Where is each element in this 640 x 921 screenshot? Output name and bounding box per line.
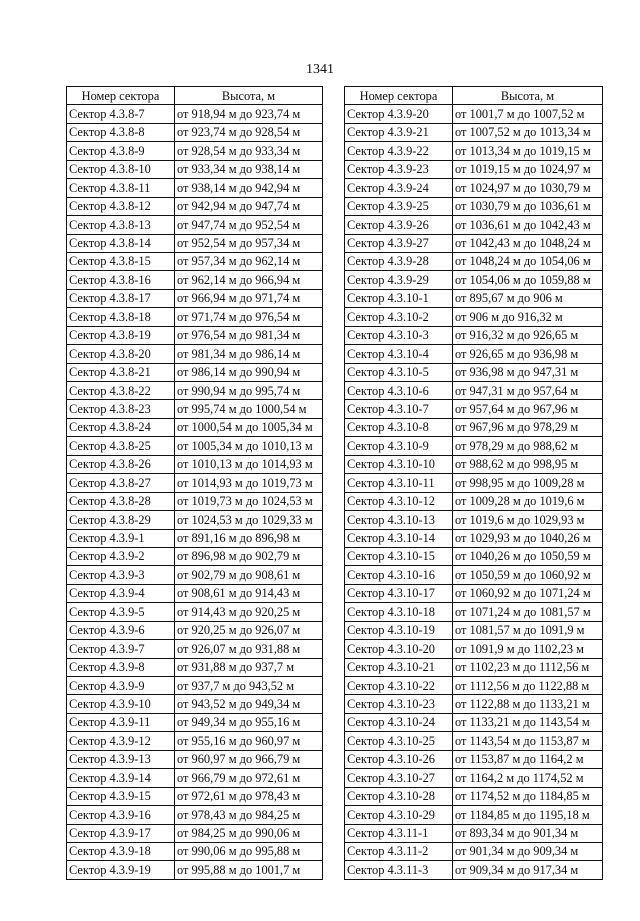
height-cell: от 966,94 м до 971,74 м — [175, 289, 323, 307]
table-row — [67, 861, 323, 879]
sector-cell: Сектор 4.3.10-4 — [345, 345, 453, 363]
height-cell: от 1122,88 м до 1133,21 м — [453, 695, 603, 713]
sector-cell: Сектор 4.3.9-6 — [67, 621, 175, 639]
height-cell: от 1112,56 м до 1122,88 м — [453, 677, 603, 695]
sector-cell: Сектор 4.3.10-11 — [345, 474, 453, 492]
table-row — [345, 142, 603, 160]
height-cell: от 1184,85 м до 1195,18 м — [453, 806, 603, 824]
height-cell: от 1164,2 м до 1174,52 м — [453, 769, 603, 787]
sector-cell: Сектор 4.3.8-9 — [67, 142, 175, 160]
height-cell: от 1040,26 м до 1050,59 м — [453, 547, 603, 565]
table-row — [345, 418, 603, 436]
table-row — [345, 547, 603, 565]
height-cell: от 943,52 м до 949,34 м — [175, 695, 323, 713]
table-row — [345, 271, 603, 289]
sector-cell: Сектор 4.3.8-23 — [67, 400, 175, 418]
sector-cell: Сектор 4.3.10-27 — [345, 769, 453, 787]
table-row — [67, 584, 323, 602]
table-row — [67, 308, 323, 326]
height-cell: от 947,31 м до 957,64 м — [453, 382, 603, 400]
table-row — [67, 713, 323, 731]
height-cell: от 1014,93 м до 1019,73 м — [175, 474, 323, 492]
table-row — [345, 123, 603, 141]
table-row — [67, 400, 323, 418]
height-cell: от 918,94 м до 923,74 м — [175, 105, 323, 123]
sector-column-header: Номер сектора — [67, 87, 175, 105]
sector-cell: Сектор 4.3.9-10 — [67, 695, 175, 713]
table-row — [67, 787, 323, 805]
height-cell: от 1024,53 м до 1029,33 м — [175, 511, 323, 529]
table-row — [345, 842, 603, 860]
sector-cell: Сектор 4.3.10-20 — [345, 640, 453, 658]
height-cell: от 995,74 м до 1000,54 м — [175, 400, 323, 418]
sector-cell: Сектор 4.3.10-22 — [345, 677, 453, 695]
sector-cell: Сектор 4.3.9-28 — [345, 252, 453, 270]
sector-cell: Сектор 4.3.8-15 — [67, 252, 175, 270]
sector-cell: Сектор 4.3.10-1 — [345, 289, 453, 307]
sector-cell: Сектор 4.3.9-12 — [67, 732, 175, 750]
sector-cell: Сектор 4.3.10-24 — [345, 713, 453, 731]
height-cell: от 957,64 м до 967,96 м — [453, 400, 603, 418]
height-cell: от 928,54 м до 933,34 м — [175, 142, 323, 160]
height-cell: от 901,34 м до 909,34 м — [453, 842, 603, 860]
table-row — [67, 566, 323, 584]
table-row — [345, 234, 603, 252]
sector-cell: Сектор 4.3.9-14 — [67, 769, 175, 787]
sector-cell: Сектор 4.3.9-2 — [67, 547, 175, 565]
sector-cell: Сектор 4.3.9-21 — [345, 123, 453, 141]
sector-cell: Сектор 4.3.10-14 — [345, 529, 453, 547]
height-cell: от 1048,24 м до 1054,06 м — [453, 252, 603, 270]
height-cell: от 971,74 м до 976,54 м — [175, 308, 323, 326]
height-cell: от 990,06 м до 995,88 м — [175, 842, 323, 860]
table-row — [67, 326, 323, 344]
table-row — [67, 511, 323, 529]
sector-cell: Сектор 4.3.8-28 — [67, 492, 175, 510]
height-cell: от 1091,9 м до 1102,23 м — [453, 640, 603, 658]
sector-cell: Сектор 4.3.11-2 — [345, 842, 453, 860]
sector-cell: Сектор 4.3.9-7 — [67, 640, 175, 658]
table-row — [67, 529, 323, 547]
table-row — [67, 455, 323, 473]
table-row — [67, 769, 323, 787]
sector-cell: Сектор 4.3.10-21 — [345, 658, 453, 676]
sector-cell: Сектор 4.3.8-11 — [67, 179, 175, 197]
sector-cell: Сектор 4.3.8-27 — [67, 474, 175, 492]
height-cell: от 978,43 м до 984,25 м — [175, 806, 323, 824]
sector-cell: Сектор 4.3.10-25 — [345, 732, 453, 750]
height-cell: от 1019,6 м до 1029,93 м — [453, 511, 603, 529]
sector-cell: Сектор 4.3.10-12 — [345, 492, 453, 510]
height-cell: от 976,54 м до 981,34 м — [175, 326, 323, 344]
table-row — [67, 142, 323, 160]
height-cell: от 1001,7 м до 1007,52 м — [453, 105, 603, 123]
height-cell: от 906 м до 916,32 м — [453, 308, 603, 326]
table-row — [67, 418, 323, 436]
height-cell: от 1029,93 м до 1040,26 м — [453, 529, 603, 547]
sector-cell: Сектор 4.3.8-8 — [67, 123, 175, 141]
table-row — [67, 621, 323, 639]
table-row — [345, 732, 603, 750]
table-row — [345, 492, 603, 510]
table-row — [67, 234, 323, 252]
sector-cell: Сектор 4.3.9-13 — [67, 750, 175, 768]
sector-cell: Сектор 4.3.8-10 — [67, 160, 175, 178]
sector-cell: Сектор 4.3.10-26 — [345, 750, 453, 768]
sector-cell: Сектор 4.3.8-7 — [67, 105, 175, 123]
height-cell: от 981,34 м до 986,14 м — [175, 345, 323, 363]
height-cell: от 891,16 м до 896,98 м — [175, 529, 323, 547]
height-cell: от 966,79 м до 972,61 м — [175, 769, 323, 787]
height-cell: от 942,94 м до 947,74 м — [175, 197, 323, 215]
height-cell: от 962,14 м до 966,94 м — [175, 271, 323, 289]
table-row — [345, 105, 603, 123]
page-number: 1341 — [306, 62, 334, 77]
table-row — [345, 400, 603, 418]
sector-cell: Сектор 4.3.8-13 — [67, 216, 175, 234]
sector-cell: Сектор 4.3.11-1 — [345, 824, 453, 842]
sector-cell: Сектор 4.3.8-18 — [67, 308, 175, 326]
sector-cell: Сектор 4.3.10-16 — [345, 566, 453, 584]
table-row — [67, 216, 323, 234]
sector-cell: Сектор 4.3.9-29 — [345, 271, 453, 289]
height-cell: от 1010,13 м до 1014,93 м — [175, 455, 323, 473]
height-cell: от 1009,28 м до 1019,6 м — [453, 492, 603, 510]
sector-cell: Сектор 4.3.9-11 — [67, 713, 175, 731]
table-row — [345, 566, 603, 584]
sector-cell: Сектор 4.3.9-23 — [345, 160, 453, 178]
height-cell: от 978,29 м до 988,62 м — [453, 437, 603, 455]
sector-cell: Сектор 4.3.10-10 — [345, 455, 453, 473]
table-row — [67, 695, 323, 713]
height-cell: от 1081,57 м до 1091,9 м — [453, 621, 603, 639]
table-row — [67, 123, 323, 141]
height-cell: от 937,7 м до 943,52 м — [175, 677, 323, 695]
sector-cell: Сектор 4.3.8-25 — [67, 437, 175, 455]
height-cell: от 1019,15 м до 1024,97 м — [453, 160, 603, 178]
sector-cell: Сектор 4.3.8-16 — [67, 271, 175, 289]
height-cell: от 984,25 м до 990,06 м — [175, 824, 323, 842]
height-cell: от 909,34 м до 917,34 м — [453, 861, 603, 879]
sector-cell: Сектор 4.3.10-7 — [345, 400, 453, 418]
table-row — [67, 474, 323, 492]
height-cell: от 1007,52 м до 1013,34 м — [453, 123, 603, 141]
sector-table-right — [344, 86, 603, 880]
table-row — [67, 677, 323, 695]
height-cell: от 931,88 м до 937,7 м — [175, 658, 323, 676]
table-header-row — [67, 87, 323, 105]
height-column-header: Высота, м — [175, 87, 323, 105]
table-row — [67, 824, 323, 842]
sector-cell: Сектор 4.3.8-29 — [67, 511, 175, 529]
height-cell: от 908,61 м до 914,43 м — [175, 584, 323, 602]
height-cell: от 923,74 м до 928,54 м — [175, 123, 323, 141]
sector-cell: Сектор 4.3.10-19 — [345, 621, 453, 639]
sector-cell: Сектор 4.3.9-17 — [67, 824, 175, 842]
sector-cell: Сектор 4.3.9-16 — [67, 806, 175, 824]
height-cell: от 933,34 м до 938,14 м — [175, 160, 323, 178]
height-cell: от 893,34 м до 901,34 м — [453, 824, 603, 842]
sector-cell: Сектор 4.3.8-24 — [67, 418, 175, 436]
sector-cell: Сектор 4.3.9-25 — [345, 197, 453, 215]
table-row — [67, 492, 323, 510]
height-cell: от 926,65 м до 936,98 м — [453, 345, 603, 363]
height-cell: от 1019,73 м до 1024,53 м — [175, 492, 323, 510]
table-row — [345, 511, 603, 529]
table-row — [345, 216, 603, 234]
height-cell: от 1174,52 м до 1184,85 м — [453, 787, 603, 805]
sector-column-header: Номер сектора — [345, 87, 453, 105]
table-row — [345, 197, 603, 215]
sector-cell: Сектор 4.3.8-17 — [67, 289, 175, 307]
table-row — [345, 640, 603, 658]
sector-cell: Сектор 4.3.8-21 — [67, 363, 175, 381]
table-row — [345, 474, 603, 492]
height-cell: от 1000,54 м до 1005,34 м — [175, 418, 323, 436]
sector-cell: Сектор 4.3.10-13 — [345, 511, 453, 529]
sector-cell: Сектор 4.3.9-24 — [345, 179, 453, 197]
table-row — [67, 363, 323, 381]
table-row — [67, 271, 323, 289]
height-cell: от 952,54 м до 957,34 м — [175, 234, 323, 252]
table-row — [345, 345, 603, 363]
sector-cell: Сектор 4.3.8-12 — [67, 197, 175, 215]
table-row — [345, 824, 603, 842]
sector-cell: Сектор 4.3.10-2 — [345, 308, 453, 326]
table-header-row — [345, 87, 603, 105]
sector-cell: Сектор 4.3.10-9 — [345, 437, 453, 455]
height-cell: от 995,88 м до 1001,7 м — [175, 861, 323, 879]
height-cell: от 1102,23 м до 1112,56 м — [453, 658, 603, 676]
table-row — [345, 363, 603, 381]
table-row — [67, 345, 323, 363]
height-cell: от 955,16 м до 960,97 м — [175, 732, 323, 750]
table-row — [345, 621, 603, 639]
sector-cell: Сектор 4.3.9-9 — [67, 677, 175, 695]
height-cell: от 914,43 м до 920,25 м — [175, 603, 323, 621]
height-cell: от 926,07 м до 931,88 м — [175, 640, 323, 658]
sector-cell: Сектор 4.3.10-5 — [345, 363, 453, 381]
table-row — [67, 105, 323, 123]
height-cell: от 938,14 м до 942,94 м — [175, 179, 323, 197]
sector-cell: Сектор 4.3.10-6 — [345, 382, 453, 400]
sector-cell: Сектор 4.3.10-15 — [345, 547, 453, 565]
table-row — [345, 769, 603, 787]
height-cell: от 1024,97 м до 1030,79 м — [453, 179, 603, 197]
height-cell: от 920,25 м до 926,07 м — [175, 621, 323, 639]
table-row — [345, 455, 603, 473]
table-row — [345, 713, 603, 731]
height-cell: от 1013,34 м до 1019,15 м — [453, 142, 603, 160]
height-cell: от 916,32 м до 926,65 м — [453, 326, 603, 344]
sector-cell: Сектор 4.3.8-14 — [67, 234, 175, 252]
table-row — [345, 695, 603, 713]
sector-cell: Сектор 4.3.9-26 — [345, 216, 453, 234]
table-row — [345, 806, 603, 824]
table-row — [345, 289, 603, 307]
sector-cell: Сектор 4.3.9-5 — [67, 603, 175, 621]
sector-cell: Сектор 4.3.9-3 — [67, 566, 175, 584]
height-cell: от 949,34 м до 955,16 м — [175, 713, 323, 731]
sector-cell: Сектор 4.3.10-28 — [345, 787, 453, 805]
table-row — [345, 603, 603, 621]
height-cell: от 988,62 м до 998,95 м — [453, 455, 603, 473]
sector-cell: Сектор 4.3.9-4 — [67, 584, 175, 602]
sector-cell: Сектор 4.3.10-17 — [345, 584, 453, 602]
sector-cell: Сектор 4.3.9-20 — [345, 105, 453, 123]
table-row — [67, 603, 323, 621]
table-row — [345, 252, 603, 270]
height-cell: от 1071,24 м до 1081,57 м — [453, 603, 603, 621]
height-cell: от 1050,59 м до 1060,92 м — [453, 566, 603, 584]
table-row — [345, 750, 603, 768]
table-row — [67, 750, 323, 768]
sector-cell: Сектор 4.3.10-23 — [345, 695, 453, 713]
sector-cell: Сектор 4.3.9-19 — [67, 861, 175, 879]
sector-cell: Сектор 4.3.8-19 — [67, 326, 175, 344]
height-cell: от 1030,79 м до 1036,61 м — [453, 197, 603, 215]
height-cell: от 896,98 м до 902,79 м — [175, 547, 323, 565]
sector-cell: Сектор 4.3.8-22 — [67, 382, 175, 400]
height-cell: от 902,79 м до 908,61 м — [175, 566, 323, 584]
table-row — [345, 529, 603, 547]
sector-cell: Сектор 4.3.10-29 — [345, 806, 453, 824]
table-row — [345, 861, 603, 879]
height-cell: от 1054,06 м до 1059,88 м — [453, 271, 603, 289]
table-row — [67, 842, 323, 860]
height-cell: от 972,61 м до 978,43 м — [175, 787, 323, 805]
table-row — [345, 658, 603, 676]
table-row — [345, 179, 603, 197]
table-row — [67, 197, 323, 215]
height-cell: от 960,97 м до 966,79 м — [175, 750, 323, 768]
sector-cell: Сектор 4.3.9-15 — [67, 787, 175, 805]
sector-cell: Сектор 4.3.10-18 — [345, 603, 453, 621]
height-cell: от 947,74 м до 952,54 м — [175, 216, 323, 234]
sector-cell: Сектор 4.3.9-18 — [67, 842, 175, 860]
height-cell: от 936,98 м до 947,31 м — [453, 363, 603, 381]
table-row — [67, 252, 323, 270]
sector-table-left — [66, 86, 323, 880]
table-row — [345, 677, 603, 695]
height-cell: от 1060,92 м до 1071,24 м — [453, 584, 603, 602]
table-row — [67, 160, 323, 178]
table-row — [345, 326, 603, 344]
sector-cell: Сектор 4.3.10-3 — [345, 326, 453, 344]
sector-cell: Сектор 4.3.11-3 — [345, 861, 453, 879]
height-cell: от 895,67 м до 906 м — [453, 289, 603, 307]
sector-cell: Сектор 4.3.8-26 — [67, 455, 175, 473]
table-row — [345, 382, 603, 400]
height-cell: от 1042,43 м до 1048,24 м — [453, 234, 603, 252]
table-row — [345, 437, 603, 455]
table-row — [67, 547, 323, 565]
sector-cell: Сектор 4.3.8-20 — [67, 345, 175, 363]
table-row — [345, 584, 603, 602]
height-cell: от 998,95 м до 1009,28 м — [453, 474, 603, 492]
table-row — [67, 658, 323, 676]
height-cell: от 1133,21 м до 1143,54 м — [453, 713, 603, 731]
height-cell: от 990,94 м до 995,74 м — [175, 382, 323, 400]
table-row — [67, 806, 323, 824]
sector-cell: Сектор 4.3.10-8 — [345, 418, 453, 436]
table-row — [67, 382, 323, 400]
table-row — [67, 179, 323, 197]
height-cell: от 967,96 м до 978,29 м — [453, 418, 603, 436]
table-row — [345, 160, 603, 178]
sector-cell: Сектор 4.3.9-8 — [67, 658, 175, 676]
table-row — [345, 787, 603, 805]
sector-cell: Сектор 4.3.9-27 — [345, 234, 453, 252]
height-cell: от 957,34 м до 962,14 м — [175, 252, 323, 270]
table-row — [67, 437, 323, 455]
sector-cell: Сектор 4.3.9-1 — [67, 529, 175, 547]
height-cell: от 986,14 м до 990,94 м — [175, 363, 323, 381]
table-row — [67, 732, 323, 750]
height-cell: от 1005,34 м до 1010,13 м — [175, 437, 323, 455]
table-row — [67, 289, 323, 307]
height-cell: от 1036,61 м до 1042,43 м — [453, 216, 603, 234]
table-row — [67, 640, 323, 658]
sector-cell: Сектор 4.3.9-22 — [345, 142, 453, 160]
height-cell: от 1143,54 м до 1153,87 м — [453, 732, 603, 750]
table-row — [345, 308, 603, 326]
height-cell: от 1153,87 м до 1164,2 м — [453, 750, 603, 768]
height-column-header: Высота, м — [453, 87, 603, 105]
